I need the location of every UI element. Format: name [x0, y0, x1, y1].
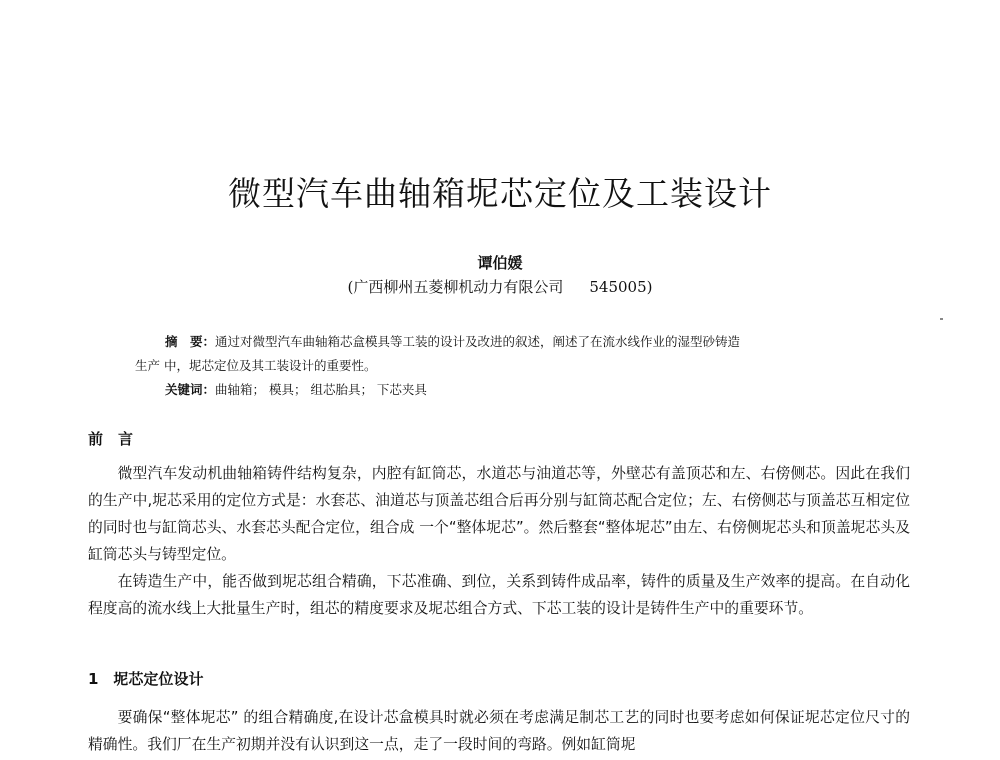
author-affiliation	[0, 276, 1000, 297]
affiliation-postcode: 545005)	[589, 278, 653, 296]
abstract-label: 摘 要：	[165, 334, 216, 349]
abstract-block	[135, 330, 865, 402]
abstract-line-2: 生产 中，坭芯定位及其工装设计的重要性。	[135, 358, 377, 373]
section-1-paragraph-1: 要确保“整体坭芯” 的组合精确度,在设计芯盒模具时就必须在考虑满足制芯工艺的同时也要考虑如何保证坭芯定位尺寸的精确性。我们厂在生产初期并没有认识到这一点，走了一段时间的弯路。例如缸筒坭	[88, 709, 910, 753]
preface-paragraph-2: 在铸造生产中，能否做到坭芯组合精确，下芯准确、到位，关系到铸件成品率，铸件的质量及生产效率的提高。在自动化程度高的流水线上大批量生产时，组芯的精度要求及坭芯组合方式、下芯工装的设计是铸件生产中的重要环节。	[88, 573, 910, 617]
section-1-body	[88, 704, 910, 758]
abstract-text-1: 通过对微型汽车曲轴箱芯盒模具等工装的设计及改进的叙述，阐述了在流水线作业的湿型砂铸造	[215, 334, 741, 349]
section-heading-1: 1 坭芯定位设计	[88, 670, 204, 688]
section-heading-preface: 前 言	[88, 430, 134, 448]
abstract-line-1	[135, 330, 865, 354]
affiliation-org: (广西柳州五菱柳机动力有限公司	[347, 278, 564, 296]
keywords-text: 曲轴箱； 模具； 组芯胎具； 下芯夹具	[215, 382, 427, 397]
paper-title: 微型汽车曲轴箱坭芯定位及工装设计	[228, 174, 772, 213]
keywords-line	[135, 378, 865, 402]
preface-paragraph-1: 微型汽车发动机曲轴箱铸件结构复杂，内腔有缸筒芯，水道芯与油道芯等，外壁芯有盖顶芯和左、右傍侧芯。因此在我们的生产中,坭芯采用的定位方式是：水套芯、油道芯与顶盖芯组合后再分别与缸筒芯配合定位；左、右傍侧芯与顶盖芯互相定位的同时也与缸筒芯头、水套芯头配合定位，组合成 一个“整体坭芯”。然后整套“整体坭芯”由左、右傍侧坭芯头和顶盖坭芯头及缸筒芯头与铸型定位。	[88, 465, 910, 563]
preface-body	[88, 460, 910, 622]
scan-speck	[940, 318, 943, 320]
author-name: 谭伯媛	[477, 254, 523, 272]
keywords-label: 关键词：	[165, 382, 216, 397]
